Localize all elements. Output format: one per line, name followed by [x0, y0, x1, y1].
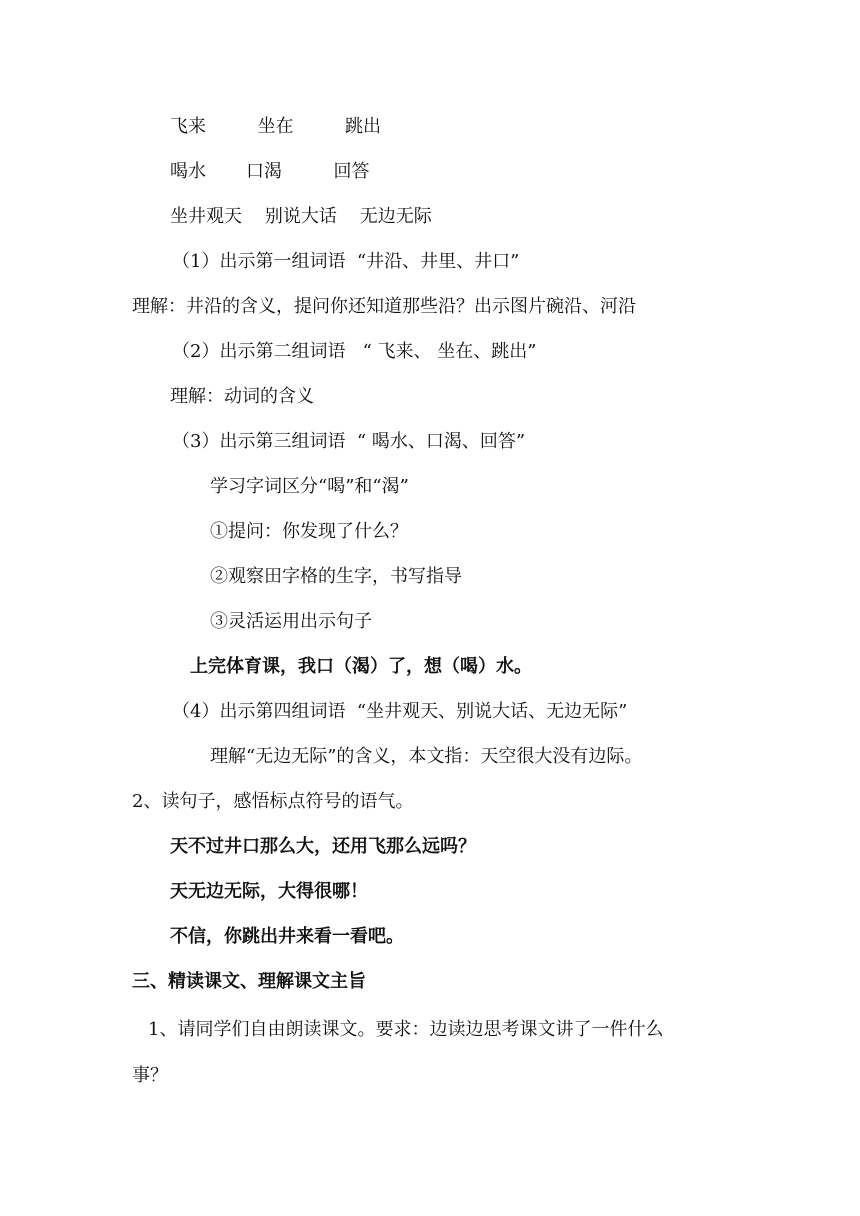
word-row-3: 坐井观天 别说大话 无边无际: [170, 206, 432, 227]
word-row-2: 喝水 口渴 回答: [170, 161, 370, 182]
step-3-subheading: 学习字词区分“喝”和“渴”: [210, 476, 409, 497]
sentence-2: 天无边无际，大得很哪！: [170, 881, 368, 902]
step-3-item-1: ①提问：你发现了什么？: [210, 521, 408, 542]
task-1-line-2: 事？: [132, 1065, 168, 1086]
step-2-heading: （2）出示第二组词语 “ 飞来、 坐在、跳出”: [172, 341, 537, 362]
section-2-heading: 2、读句子，感悟标点符号的语气。: [132, 791, 414, 812]
example-sentence: 上完体育课，我口（渴）了，想（喝）水。: [190, 656, 532, 677]
sentence-3: 不信，你跳出井来看一看吧。: [170, 926, 404, 947]
step-3-item-3: ③灵活运用出示句子: [210, 611, 372, 632]
step-4-heading: （4）出示第四组词语 “坐井观天、别说大话、无边无际”: [172, 701, 628, 722]
step-4-explanation: 理解“无边无际”的含义，本文指：天空很大没有边际。: [210, 746, 643, 767]
word-row-1: 飞来 坐在 跳出: [170, 116, 381, 137]
step-1-heading: （1）出示第一组词语 “井沿、井里、井口”: [172, 251, 520, 272]
step-1-explanation: 理解：井沿的含义，提问你还知道那些沿？出示图片碗沿、河沿: [132, 296, 636, 317]
section-3-heading: 三、精读课文、理解课文主旨: [132, 971, 366, 992]
task-1-line-1: 1、请同学们自由朗读课文。要求：边读边思考课文讲了一件什么: [148, 1019, 664, 1040]
step-3-item-2: ②观察田字格的生字，书写指导: [210, 566, 462, 587]
step-3-heading: （3）出示第三组词语 “ 喝水、口渴、回答”: [172, 431, 526, 452]
step-2-explanation: 理解：动词的含义: [170, 386, 314, 407]
sentence-1: 天不过井口那么大，还用飞那么远吗？: [170, 836, 476, 857]
